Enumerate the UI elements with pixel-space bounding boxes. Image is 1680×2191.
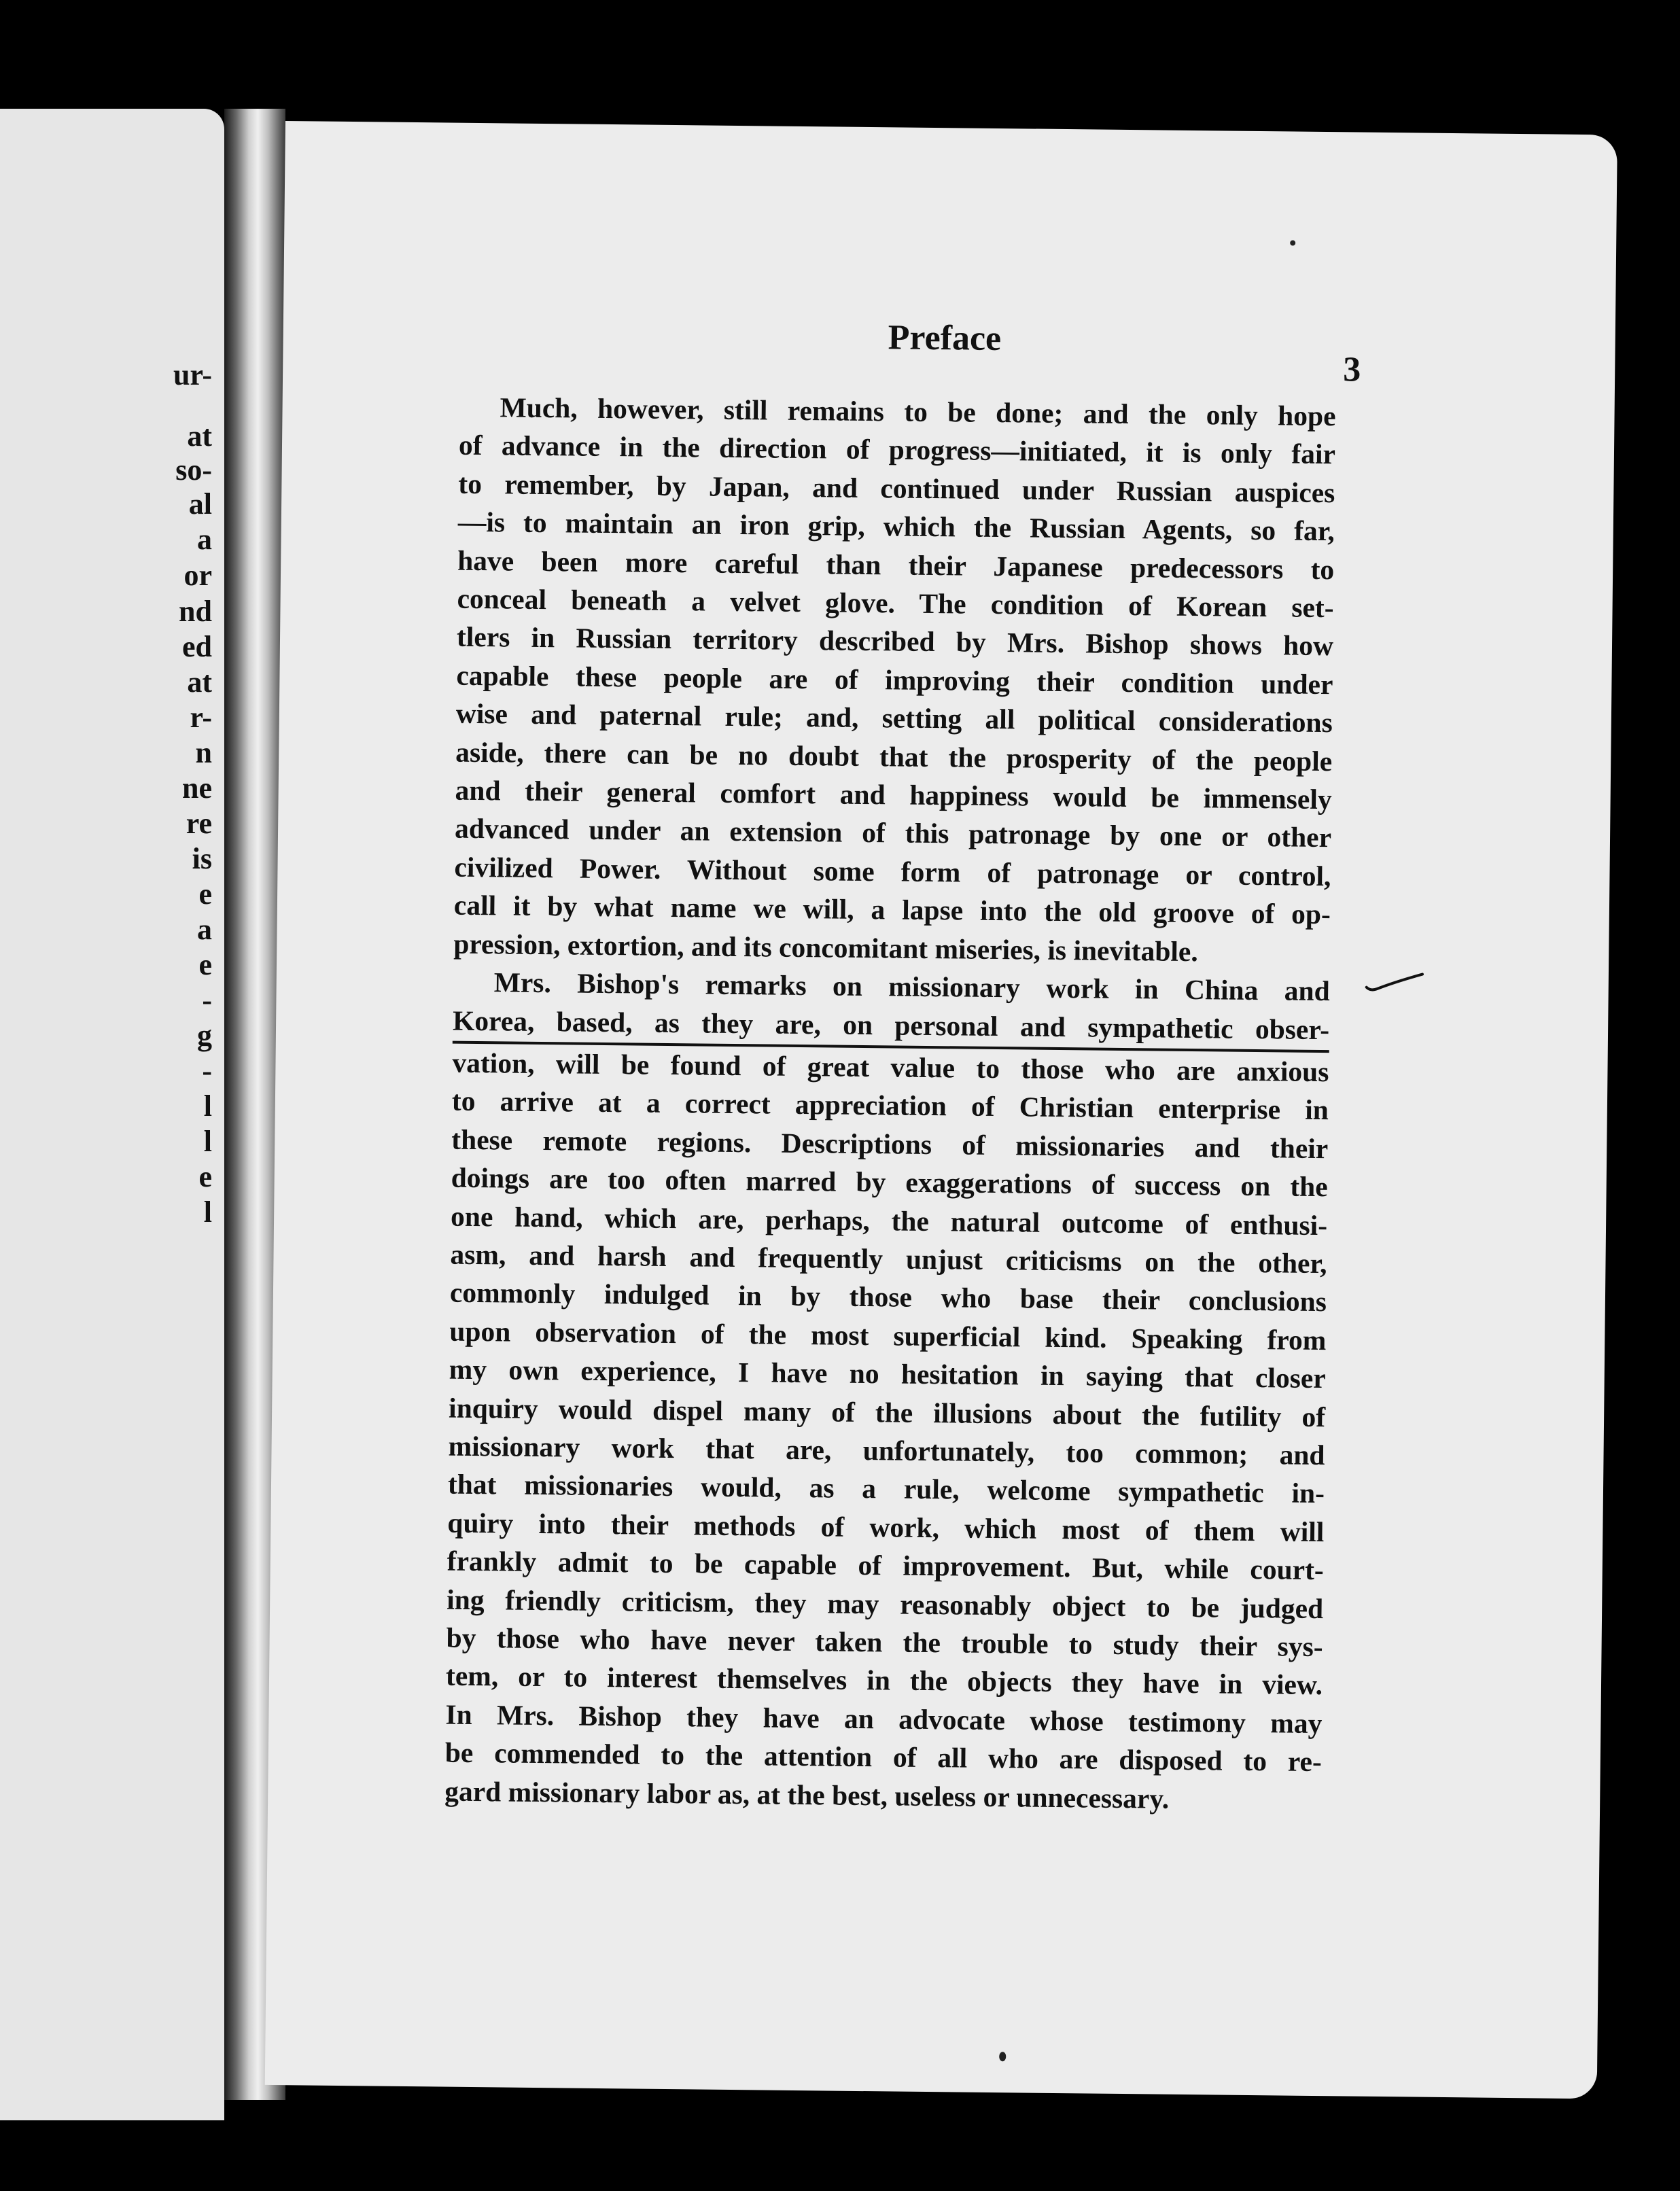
left-text-fragment: n <box>195 736 212 769</box>
text-line: doings are too often marred by exaggerations of success on the <box>451 1161 1328 1203</box>
text-line: of advance in the direction of progress—initiated, it is only fair <box>458 430 1336 470</box>
text-line: and their general comfort and happiness would be immensely <box>455 774 1332 816</box>
text-line-underlined: Korea, based, as they are, on personal and sympathetic obser- <box>453 1001 1330 1053</box>
left-text-fragment: l <box>203 1125 212 1158</box>
left-text-fragment: ne <box>182 771 212 805</box>
page-number: 3 <box>1342 350 1361 389</box>
text-line: conceal beneath a velvet glove. The condition of Korean set- <box>457 582 1334 624</box>
text-line: pression, extortion, and its concomitant miseries, is inevitable. <box>453 928 1199 967</box>
text-line: tlers in Russian territory described by Mrs. Bishop shows how <box>456 621 1334 662</box>
text-line: ing friendly criticism, they may reasonably object to be judged <box>446 1583 1324 1624</box>
left-text-fragment: - <box>202 983 212 1017</box>
scan-speck <box>999 2052 1006 2061</box>
left-text-fragment: at <box>187 419 212 453</box>
left-text-fragment: re <box>186 807 212 840</box>
text-line: that missionaries would, as a rule, welcome sympathetic in- <box>447 1468 1325 1509</box>
text-line: call it by what name we will, a lapse into the old groove of op- <box>453 889 1331 930</box>
book-page <box>265 121 1617 2099</box>
left-text-fragment: so- <box>175 453 212 487</box>
scan-speck <box>1290 240 1295 245</box>
handwritten-check-mark-icon <box>1364 968 1425 996</box>
text-line: by those who have never taken the trouble to study their sys- <box>446 1622 1323 1663</box>
left-text-fragment: a <box>197 523 212 556</box>
left-text-fragment: r- <box>190 701 212 734</box>
text-line: vation, will be found of great value to those who are anxious <box>452 1047 1329 1088</box>
left-text-fragment: l <box>203 1089 212 1123</box>
text-line: gard missionary labor as, at the best, useless or unnecessary. <box>444 1775 1170 1815</box>
text-line: tem, or to interest themselves in the objects they have in view. <box>445 1660 1323 1701</box>
text-line: quiry into their methods of work, which most of them will <box>447 1507 1325 1547</box>
left-text-fragment: al <box>188 487 212 521</box>
text-line: be commended to the attention of all who are disposed to re- <box>444 1736 1323 1778</box>
text-line: —is to maintain an iron grip, which the Russian Agents, so far, <box>457 506 1335 547</box>
text-line: asm, and harsh and frequently unjust criticisms on the other, <box>450 1238 1327 1280</box>
text-line: inquiry would dispel many of the illusions about the futility of <box>448 1392 1326 1433</box>
text-line: Much, however, still remains to be done; and the only hope <box>500 391 1336 432</box>
text-line: capable these people are of improving their condition under <box>456 659 1333 701</box>
left-text-fragment: e <box>198 1160 212 1193</box>
text-line-underlined: Mrs. Bishop's remarks on missionary work in China and <box>493 966 1330 1007</box>
left-text-fragment: a <box>197 913 212 946</box>
text-line: commonly indulged in by those who base their conclusions <box>449 1276 1327 1318</box>
left-text-fragment: l <box>203 1195 212 1229</box>
text-line: have been more careful than their Japanese predecessors to <box>457 544 1335 585</box>
text-line: one hand, which are, perhaps, the natural outcome of enthusi- <box>450 1200 1328 1241</box>
paragraph-2 <box>444 963 1330 1819</box>
text-line: missionary work that are, unfortunately, too common; and <box>448 1430 1325 1471</box>
left-text-fragment: ed <box>182 630 212 663</box>
paragraph-1 <box>453 388 1336 972</box>
text-line: aside, there can be no doubt that the prosperity of the people <box>455 736 1333 777</box>
left-text-fragment: is <box>192 842 212 875</box>
body-text <box>444 388 1336 1819</box>
text-line: civilized Power. Without some form of patronage or control, <box>454 851 1331 892</box>
text-line: advanced under an extension of this patronage by one or other <box>454 813 1332 854</box>
text-line: these remote regions. Descriptions of missionaries and their <box>451 1123 1329 1164</box>
running-head: Preface <box>888 318 1002 359</box>
left-text-fragment: - <box>202 1054 212 1087</box>
text-line: to remember, by Japan, and continued under Russian auspices <box>458 468 1335 509</box>
left-text-fragment: ur- <box>173 358 212 391</box>
text-line: my own experience, I have no hesitation in saying that closer <box>449 1353 1326 1395</box>
left-text-fragment: g <box>197 1019 212 1052</box>
left-text-fragment: e <box>198 877 212 911</box>
text-line: In Mrs. Bishop they have an advocate whose testimony may <box>445 1698 1323 1739</box>
left-text-fragment: e <box>198 948 212 981</box>
text-line: wise and paternal rule; and, setting all political considerations <box>455 697 1333 739</box>
text-line: frankly admit to be capable of improvement. But, while court- <box>447 1545 1324 1586</box>
left-text-fragment: at <box>187 665 212 699</box>
text-line: upon observation of the most superficial kind. Speaking from <box>449 1315 1327 1356</box>
left-page-fragment <box>0 109 224 2120</box>
left-text-fragment: nd <box>179 595 212 628</box>
left-text-fragment: or <box>183 559 212 592</box>
text-line: to arrive at a correct appreciation of Christian enterprise in <box>451 1085 1329 1126</box>
